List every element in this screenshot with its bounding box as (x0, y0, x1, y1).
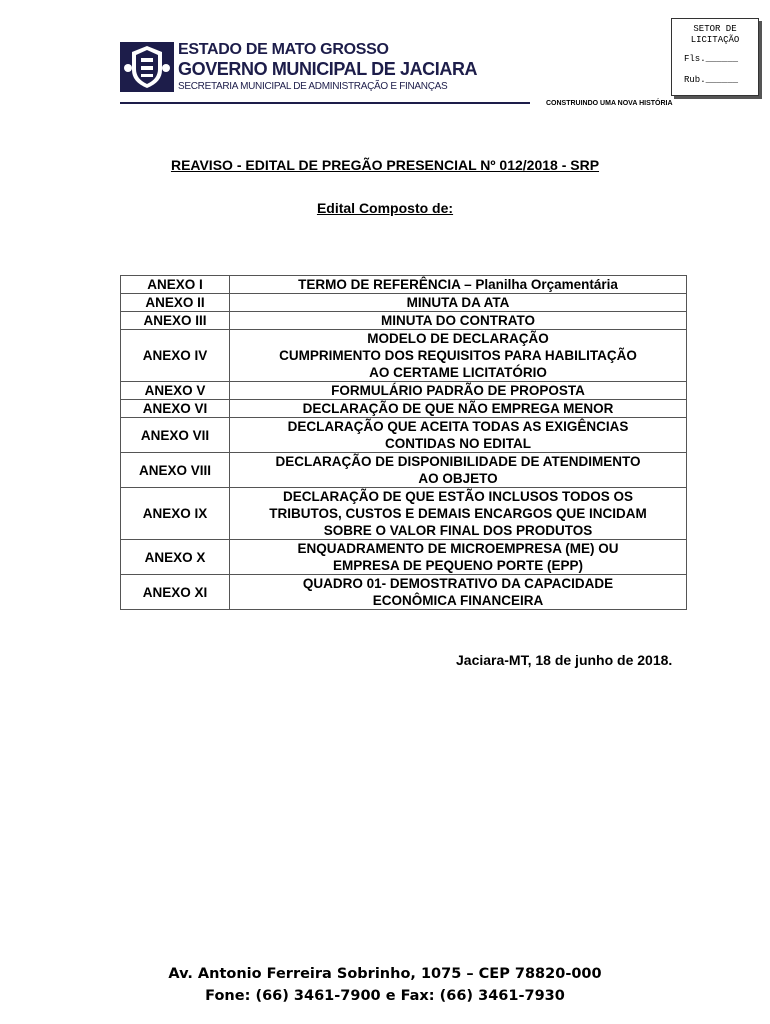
annex-row (121, 575, 687, 610)
annex-description (230, 400, 687, 418)
header-secretariat: SECRETARIA MUNICIPAL DE ADMINISTRAÇÃO E FINANÇAS (178, 81, 448, 92)
annex-row (121, 418, 687, 453)
document-title: REAVISO - EDITAL DE PREGÃO PRESENCIAL Nº 012/2018 - SRP (170, 157, 600, 173)
annex-id: ANEXO III (121, 312, 230, 330)
annex-description-line: CONTIDAS NO EDITAL (385, 436, 531, 451)
annex-description-line: CUMPRIMENTO DOS REQUISITOS PARA HABILITAÇÃO (279, 348, 637, 363)
annex-description (230, 540, 687, 575)
annex-description (230, 312, 687, 330)
annex-description-line: FORMULÁRIO PADRÃO DE PROPOSTA (331, 383, 585, 398)
annex-id: ANEXO II (121, 294, 230, 312)
annex-row (121, 488, 687, 540)
header-government: GOVERNO MUNICIPAL DE JACIARA (178, 59, 478, 79)
header-state: ESTADO DE MATO GROSSO (178, 41, 389, 58)
annex-description-line: ECONÔMICA FINANCEIRA (372, 593, 544, 608)
annex-description-line: EMPRESA DE PEQUENO PORTE (EPP) (332, 558, 584, 573)
annex-description-line: MODELO DE DECLARAÇÃO (367, 331, 549, 346)
annex-description-line: DECLARAÇÃO QUE ACEITA TODAS AS EXIGÊNCIAS (287, 419, 629, 434)
annex-description-line: TERMO DE REFERÊNCIA – Planilha Orçamentária (298, 277, 618, 292)
annex-id: ANEXO VII (121, 418, 230, 453)
annex-row (121, 382, 687, 400)
annex-description-line: MINUTA DO CONTRATO (381, 313, 535, 328)
annex-row (121, 453, 687, 488)
annex-description-line: MINUTA DA ATA (406, 295, 510, 310)
stamp-title-2: LICITAÇÃO (690, 35, 740, 45)
licitacao-stamp (671, 18, 759, 96)
annex-id: ANEXO V (121, 382, 230, 400)
annex-id: ANEXO VI (121, 400, 230, 418)
annex-description-line: TRIBUTOS, CUSTOS E DEMAIS ENCARGOS QUE INCIDAM (269, 506, 647, 521)
annex-id: ANEXO IV (121, 330, 230, 382)
annex-id: ANEXO VIII (121, 453, 230, 488)
stamp-title-1: SETOR DE (693, 24, 737, 34)
annex-description (230, 382, 687, 400)
annex-row (121, 330, 687, 382)
annex-description-line: ENQUADRAMENTO DE MICROEMPRESA (ME) OU (297, 541, 619, 556)
annex-description-line: DECLARAÇÃO DE DISPONIBILIDADE DE ATENDIMENTO (275, 454, 641, 469)
annex-description (230, 575, 687, 610)
annex-description-line: AO OBJETO (418, 471, 498, 486)
annex-row (121, 400, 687, 418)
annex-description-line: DECLARAÇÃO DE QUE NÃO EMPREGA MENOR (302, 401, 614, 416)
annex-description (230, 294, 687, 312)
annex-table (120, 275, 687, 610)
annex-row (121, 294, 687, 312)
header-slogan: CONSTRUINDO UMA NOVA HISTÓRIA (546, 100, 673, 107)
annex-description (230, 330, 687, 382)
annex-description (230, 488, 687, 540)
annex-id: ANEXO X (121, 540, 230, 575)
annex-description (230, 418, 687, 453)
annex-row (121, 276, 687, 294)
annex-row (121, 312, 687, 330)
footer-phone: Fone: (66) 3461-7900 e Fax: (66) 3461-7930 (205, 988, 565, 1004)
annex-description (230, 276, 687, 294)
document-subtitle: Edital Composto de: (316, 200, 454, 216)
document-date: Jaciara-MT, 18 de junho de 2018. (456, 652, 673, 668)
header-divider (120, 102, 530, 104)
annex-id: ANEXO I (121, 276, 230, 294)
annex-row (121, 540, 687, 575)
annex-description (230, 453, 687, 488)
footer-address: Av. Antonio Ferreira Sobrinho, 1075 – CEP 78820-000 (168, 966, 602, 982)
stamp-rub: Rub.______ (684, 75, 739, 85)
annex-description-line: AO CERTAME LICITATÓRIO (369, 365, 547, 380)
annex-description-line: DECLARAÇÃO DE QUE ESTÃO INCLUSOS TODOS OS (282, 489, 634, 504)
stamp-fls: Fls.______ (684, 54, 739, 64)
annex-description-line: QUADRO 01- DEMOSTRATIVO DA CAPACIDADE (302, 576, 614, 591)
municipal-seal-icon (120, 42, 174, 92)
annex-id: ANEXO IX (121, 488, 230, 540)
annex-description-line: SOBRE O VALOR FINAL DOS PRODUTOS (323, 523, 593, 538)
annex-id: ANEXO XI (121, 575, 230, 610)
